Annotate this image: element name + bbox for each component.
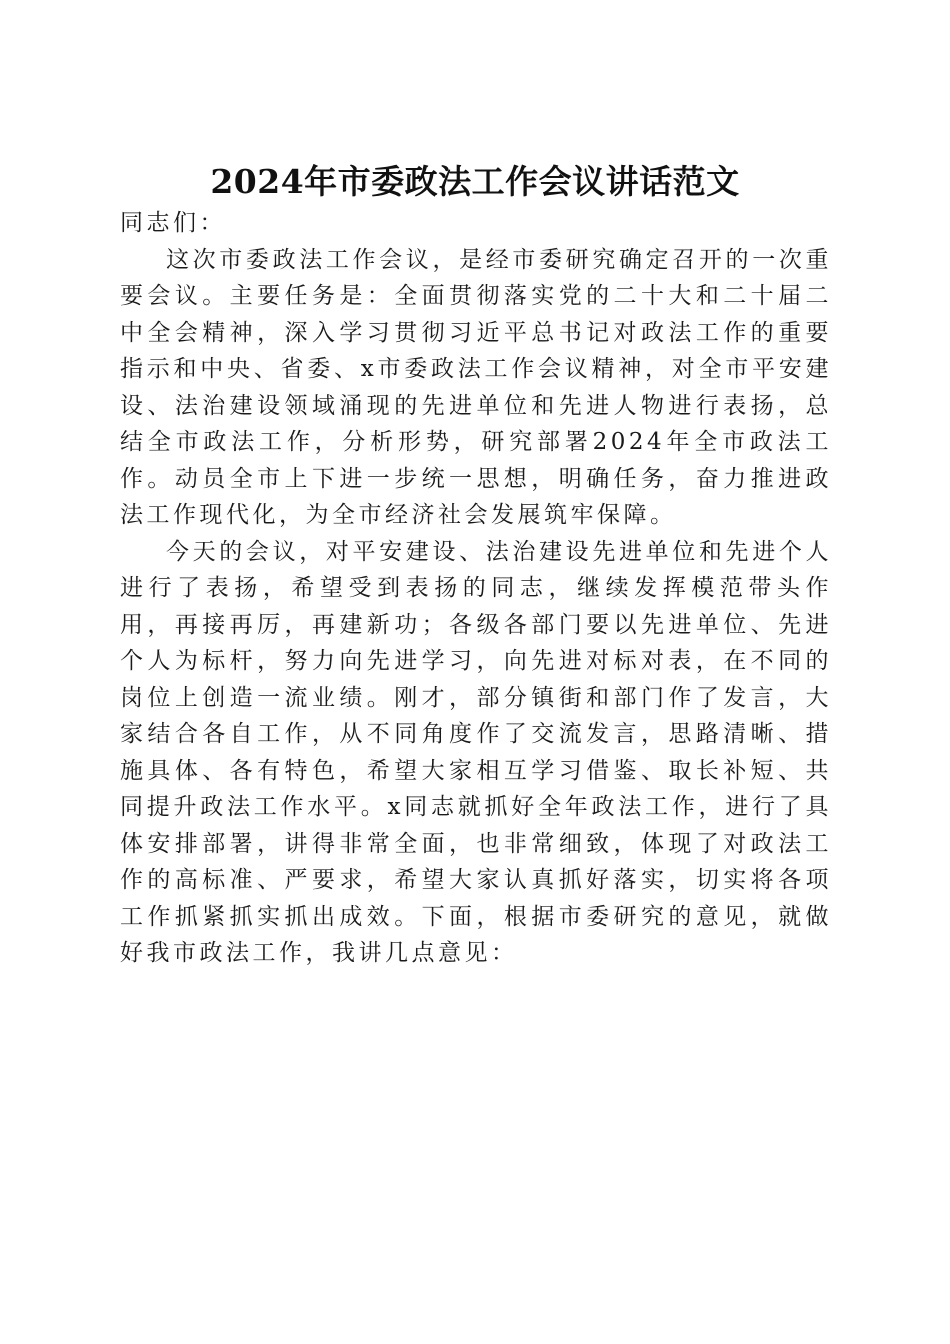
paragraph-1: 这次市委政法工作会议，是经市委研究确定召开的一次重要会议。主要任务是：全面贯彻落实党的二十大和二十届二中全会精神，深入学习贯彻习近平总书记对政法工作的重要指示和中央、省委、x市委政法工作会议精神，对全市平安建设、法治建设领域涌现的先进单位和先进人物进行表扬，总结全市政法工作，分析形势，研究部署2024年全市政法工作。动员全市上下进一步统一思想，明确任务，奋力推进政法工作现代化，为全市经济社会发展筑牢保障。 bbox=[120, 246, 832, 528]
paragraph-2: 今天的会议，对平安建设、法治建设先进单位和先进个人进行了表扬，希望受到表扬的同志，继续发挥模范带头作用，再接再厉，再建新功；各级各部门要以先进单位、先进个人为标杆，努力向先进学习，向先进对标对表，在不同的岗位上创造一流业绩。刚才，部分镇街和部门作了发言，大家结合各自工作，从不同角度作了交流发言，思路清晰、措施具体、各有特色，希望大家相互学习借鉴、取长补短、共同提升政法工作水平。x同志就抓好全年政法工作，进行了具体安排部署，讲得非常全面，也非常细致，体现了对政法工作的高标准、严要求，希望大家认真抓好落实，切实将各项工作抓紧抓实抓出成效。下面，根据市委研究的意见，就做好我市政法工作，我讲几点意见： bbox=[120, 538, 832, 966]
document-body bbox=[120, 205, 832, 972]
salutation: 同志们： bbox=[120, 210, 226, 236]
document-title: 2024年市委政法工作会议讲话范文 bbox=[210, 162, 740, 202]
